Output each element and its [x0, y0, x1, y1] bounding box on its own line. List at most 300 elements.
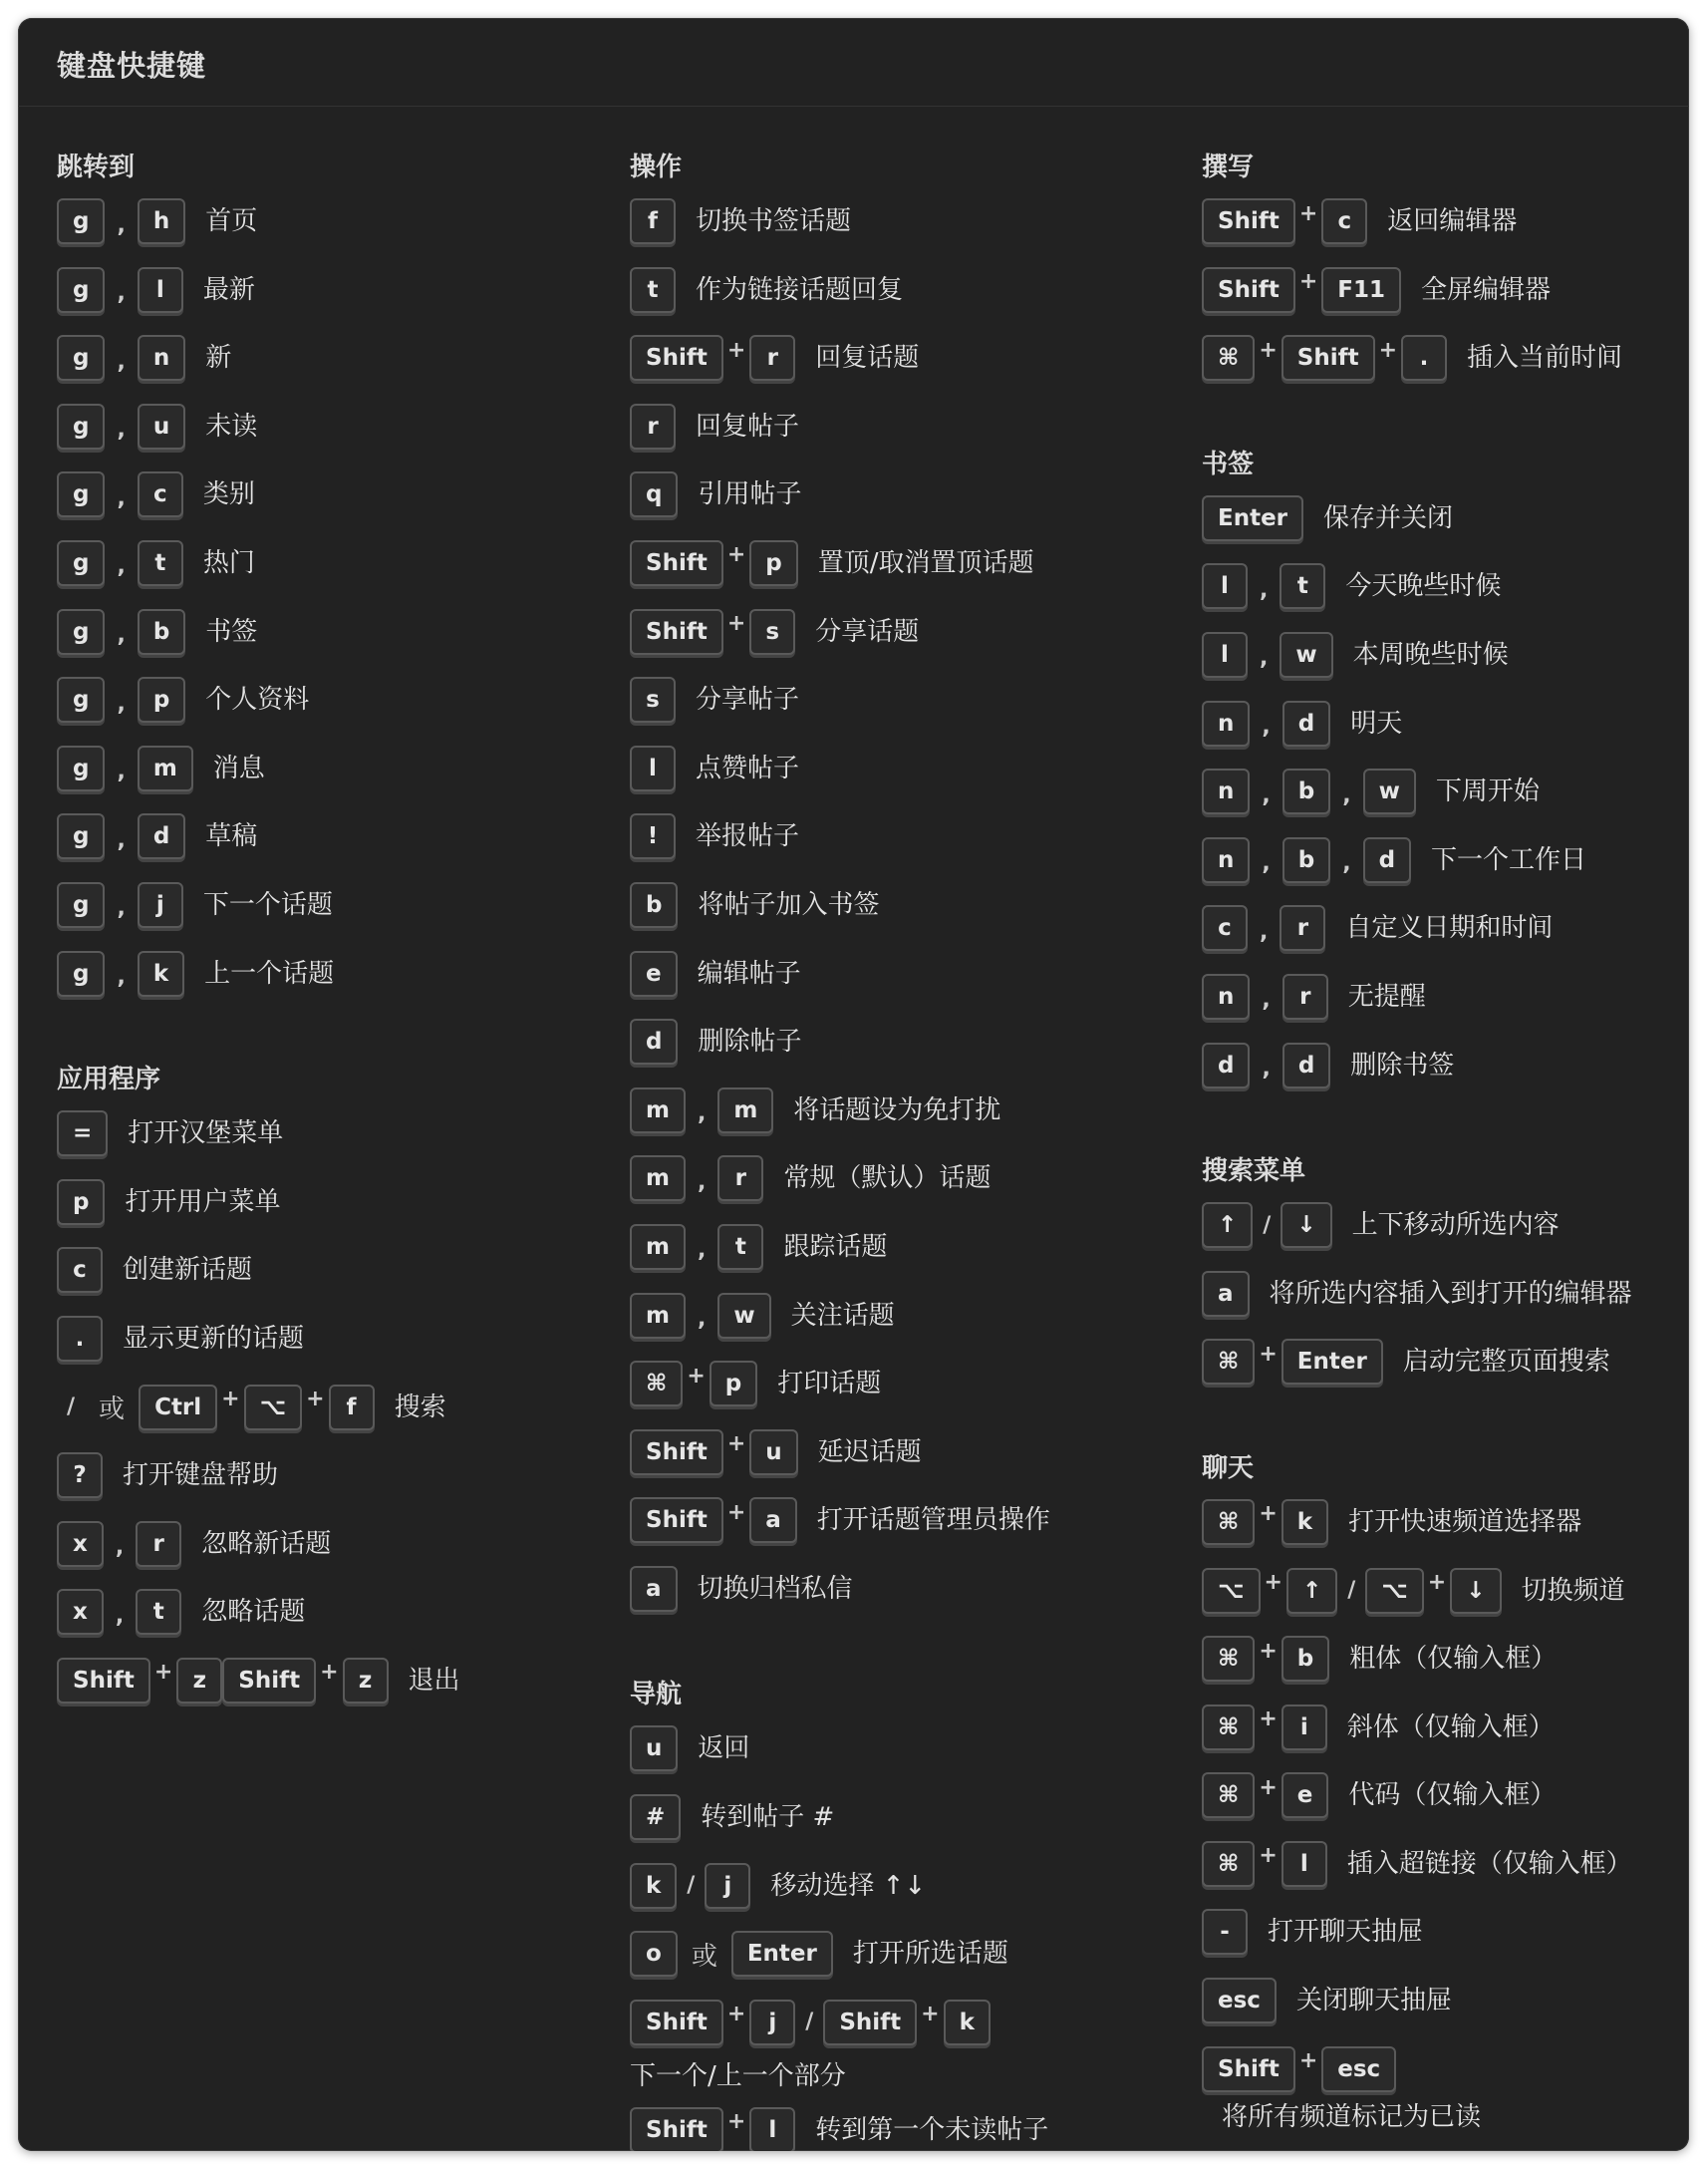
shortcut-description: 类别 — [202, 479, 255, 510]
key-combination — [57, 470, 183, 518]
key-cap: l — [138, 267, 183, 313]
key-cap: g — [57, 404, 105, 450]
shortcut-row — [1202, 1635, 1670, 1704]
shortcut-row — [630, 2106, 1188, 2151]
shortcut-row — [57, 403, 615, 471]
key-cap: g — [57, 609, 105, 655]
key-cap: Shift — [630, 1497, 723, 1543]
shortcut-description: 首页 — [205, 206, 258, 236]
key-combination — [57, 539, 183, 587]
shortcut-description: 个人资料 — [205, 685, 310, 716]
key-cap: esc — [1202, 1978, 1277, 2023]
shortcut-group — [1202, 447, 1670, 1109]
key-separator: , — [117, 212, 126, 238]
key-cap: j — [749, 2000, 795, 2045]
key-combination — [1202, 1977, 1277, 2024]
group-title: 导航 — [630, 1680, 683, 1710]
key-combination — [1202, 836, 1411, 884]
key-cap: r — [717, 1155, 763, 1201]
key-cap: u — [749, 1429, 797, 1475]
key-combination — [630, 1154, 763, 1202]
key-separator: , — [697, 1238, 707, 1264]
key-cap: m — [630, 1155, 686, 1201]
key-separator: / — [805, 2010, 814, 2035]
shortcut-description: 转到帖子 # — [701, 1802, 835, 1833]
key-cap: a — [749, 1497, 797, 1543]
shortcut-row — [57, 608, 615, 677]
shortcut-row — [1202, 1908, 1670, 1977]
key-separator: , — [1342, 782, 1351, 808]
group-title: 撰写 — [1202, 153, 1255, 182]
shortcut-description: 显示更新的话题 — [123, 1323, 305, 1354]
key-separator: + — [726, 2002, 746, 2027]
shortcut-group — [1202, 1450, 1670, 2132]
key-cap: k — [138, 951, 184, 997]
shortcut-description: 打开聊天抽屉 — [1268, 1917, 1424, 1948]
key-combination — [630, 2106, 795, 2151]
shortcut-group — [57, 150, 615, 1018]
shortcut-description: 常规（默认）话题 — [783, 1163, 992, 1194]
shortcut-description: 点赞帖子 — [696, 753, 800, 783]
shortcut-row — [57, 334, 615, 403]
shortcut-row — [1202, 768, 1670, 836]
key-combination — [1202, 1635, 1329, 1683]
shortcut-row — [1202, 1567, 1670, 1636]
shortcut-row — [1202, 836, 1670, 905]
key-combination — [1202, 1771, 1328, 1819]
key-cap: . — [1401, 335, 1447, 381]
key-separator: + — [221, 1387, 240, 1411]
shortcut-row — [630, 812, 1188, 881]
key-cap: r — [1280, 905, 1325, 951]
shortcut-row — [630, 1292, 1188, 1361]
key-combination — [630, 608, 795, 656]
key-separator: , — [1342, 851, 1351, 877]
shortcut-description: 引用帖子 — [698, 479, 802, 510]
key-cap: l — [630, 746, 676, 791]
key-separator: , — [1262, 782, 1271, 808]
shortcut-row — [57, 676, 615, 745]
key-cap: ⌥ — [244, 1385, 303, 1430]
key-cap: ⌘ — [1202, 1704, 1255, 1750]
shortcut-description: 置顶/取消置顶话题 — [817, 547, 1034, 578]
key-cap: Shift — [630, 1429, 723, 1475]
shortcut-row — [57, 745, 615, 813]
key-cap: ! — [630, 813, 676, 859]
key-combination — [630, 881, 678, 929]
key-cap: . — [57, 1316, 103, 1362]
key-combination — [1202, 1908, 1248, 1956]
key-separator: + — [306, 1387, 325, 1411]
key-cap: ⌥ — [1365, 1568, 1424, 1614]
key-cap: l — [1202, 563, 1248, 609]
key-cap: k — [1281, 1499, 1328, 1545]
key-combination — [1202, 266, 1401, 314]
shortcut-description: 切换归档私信 — [697, 1573, 853, 1604]
key-separator: + — [320, 1660, 339, 1686]
key-combination — [57, 1178, 105, 1226]
key-combination — [1202, 1704, 1327, 1751]
column-1 — [57, 106, 615, 1724]
shortcut-row — [1202, 1840, 1670, 1909]
key-separator: + — [726, 542, 746, 568]
shortcut-row — [630, 266, 1188, 335]
key-combination — [630, 1086, 773, 1134]
key-cap: i — [1281, 1704, 1327, 1750]
key-cap: r — [136, 1521, 181, 1567]
key-cap: d — [1282, 1043, 1330, 1088]
group-title: 跳转到 — [57, 153, 136, 182]
key-combination — [1202, 631, 1333, 679]
key-combination — [57, 812, 185, 860]
shortcut-row — [630, 950, 1188, 1019]
dialog-title: 键盘快捷键 — [57, 49, 207, 83]
key-combination — [57, 334, 185, 382]
column-3 — [1202, 106, 1670, 2132]
shortcut-description: 今天晚些时候 — [1345, 571, 1502, 602]
key-cap: m — [138, 746, 193, 791]
shortcut-description: 回复帖子 — [696, 411, 800, 442]
shortcut-row — [57, 1109, 615, 1178]
key-combination — [1202, 1567, 1502, 1615]
key-cap: n — [1202, 974, 1250, 1020]
shortcut-description: 作为链接话题回复 — [696, 274, 904, 305]
shortcut-description: 明天 — [1350, 708, 1403, 739]
key-cap: m — [630, 1293, 686, 1339]
shortcut-description: 创建新话题 — [123, 1255, 253, 1286]
key-separator: , — [117, 418, 126, 444]
shortcut-group — [57, 1062, 615, 1724]
key-combination — [1202, 2045, 1396, 2093]
group-title: 搜索菜单 — [1202, 1156, 1306, 1187]
key-cap: k — [630, 1863, 677, 1909]
key-combination — [1202, 973, 1328, 1021]
shortcut-row — [57, 266, 615, 335]
key-separator: + — [1259, 337, 1278, 363]
key-combination — [1202, 1338, 1383, 1386]
shortcut-description: 热门 — [202, 547, 255, 578]
key-combination — [1202, 700, 1330, 748]
key-cap: ⌘ — [1202, 1636, 1255, 1682]
key-cap: o — [630, 1931, 678, 1977]
shortcut-row — [630, 1999, 1188, 2106]
key-cap: g — [57, 335, 105, 381]
key-cap: Shift — [630, 540, 723, 586]
shortcut-description: 代码（仅输入框） — [1348, 1780, 1557, 1811]
key-separator: + — [1259, 1706, 1278, 1732]
shortcut-description: 延迟话题 — [817, 1436, 922, 1467]
shortcut-row — [630, 1724, 1188, 1793]
shortcut-description: 将所选内容插入到打开的编辑器 — [1269, 1278, 1632, 1309]
key-combination — [630, 197, 676, 245]
shortcut-description: 下一个话题 — [202, 889, 333, 920]
shortcut-row — [630, 1154, 1188, 1223]
key-combination — [57, 745, 193, 792]
key-cap: g — [57, 471, 105, 517]
shortcut-row — [1202, 2045, 1670, 2132]
group-title: 书签 — [1202, 449, 1255, 479]
key-separator: , — [697, 1169, 707, 1195]
shortcut-row — [1202, 334, 1670, 403]
key-cap: h — [138, 198, 185, 244]
key-combination — [630, 470, 678, 518]
shortcut-description: 返回 — [698, 1733, 750, 1764]
shortcut-row — [57, 539, 615, 608]
key-separator: , — [1260, 919, 1269, 945]
key-cap: b — [1281, 1636, 1329, 1682]
key-combination — [630, 1496, 797, 1544]
key-cap: ↓ — [1281, 1202, 1331, 1248]
column-2 — [630, 106, 1188, 2151]
key-separator: + — [1298, 200, 1318, 226]
key-separator: / — [687, 1873, 696, 1899]
shortcut-row — [1202, 197, 1670, 266]
key-combination — [1202, 1201, 1332, 1249]
shortcut-description: 返回编辑器 — [1387, 206, 1518, 236]
key-separator: 或 — [691, 1941, 717, 1972]
shortcut-description: 下一个/上一个部分 — [630, 2060, 846, 2091]
key-cap: g — [57, 677, 105, 723]
key-combination — [630, 1292, 771, 1340]
group-title: 操作 — [630, 153, 683, 182]
key-combination — [57, 1451, 103, 1499]
key-combination — [1202, 1270, 1250, 1318]
shortcut-row — [630, 197, 1188, 266]
shortcut-description: 打开所选话题 — [852, 1939, 1008, 1970]
key-combination — [630, 1999, 991, 2046]
shortcut-description: 分享话题 — [815, 616, 920, 647]
key-cap: Shift — [630, 2107, 723, 2151]
shortcut-row — [1202, 1704, 1670, 1772]
key-separator: + — [1264, 1570, 1282, 1595]
shortcut-description: 未读 — [205, 411, 258, 442]
key-separator: + — [1259, 1638, 1278, 1664]
key-cap: f — [329, 1385, 375, 1430]
shortcut-description: 搜索 — [394, 1392, 446, 1422]
key-separator: + — [153, 1660, 173, 1686]
shortcut-row — [630, 1018, 1188, 1086]
group-title: 聊天 — [1202, 1452, 1255, 1483]
key-cap: t — [717, 1224, 763, 1270]
key-cap: g — [57, 951, 105, 997]
shortcut-row — [1202, 631, 1670, 700]
key-cap: r — [749, 335, 795, 381]
key-separator: , — [117, 623, 126, 649]
key-combination — [630, 1223, 763, 1271]
shortcut-row — [630, 1496, 1188, 1565]
key-cap: ⌘ — [1202, 1339, 1255, 1385]
key-cap: b — [138, 609, 185, 655]
shortcut-row — [57, 1451, 615, 1520]
key-separator: , — [115, 1603, 125, 1629]
shortcut-description: 斜体（仅输入框） — [1346, 1711, 1555, 1742]
key-cap: Shift — [630, 2000, 723, 2045]
key-combination — [57, 676, 185, 724]
shortcut-row — [1202, 1270, 1670, 1339]
shortcut-description: 关闭聊天抽屉 — [1295, 1986, 1452, 2016]
shortcut-row — [1202, 700, 1670, 769]
shortcut-description: 本周晚些时候 — [1352, 639, 1509, 670]
key-combination — [57, 1315, 103, 1363]
key-cap: r — [630, 404, 676, 450]
key-cap: w — [1280, 632, 1332, 678]
shortcut-row — [630, 1565, 1188, 1634]
shortcut-description: 启动完整页面搜索 — [1402, 1347, 1610, 1378]
key-cap: ⌥ — [1202, 1568, 1261, 1614]
shortcut-description: 转到第一个未读帖子 — [815, 2114, 1049, 2145]
group-title: 应用程序 — [57, 1065, 161, 1095]
key-combination — [630, 812, 676, 860]
key-combination — [1202, 904, 1325, 952]
key-cap: s — [630, 677, 676, 723]
shortcut-description: 将帖子加入书签 — [698, 889, 880, 920]
shortcut-description: 下一个工作日 — [1431, 844, 1587, 875]
key-separator: , — [1262, 715, 1271, 741]
key-cap: n — [1202, 837, 1250, 883]
key-combination — [1202, 494, 1303, 542]
shortcut-description: 关注话题 — [790, 1300, 895, 1331]
shortcut-row — [57, 1657, 615, 1725]
key-combination — [630, 1360, 757, 1407]
key-cap: Shift — [57, 1658, 150, 1704]
key-separator: / — [1347, 1578, 1356, 1603]
shortcut-description: 插入当前时间 — [1467, 343, 1623, 374]
shortcut-description: 打开快速频道选择器 — [1348, 1506, 1582, 1537]
shortcut-row — [57, 881, 615, 950]
key-cap: t — [136, 1589, 181, 1635]
key-combination — [57, 881, 183, 929]
key-cap: p — [710, 1361, 757, 1406]
key-separator: , — [1262, 1057, 1271, 1083]
shortcut-description: 打开用户菜单 — [125, 1186, 281, 1217]
shortcut-row — [630, 1793, 1188, 1862]
shortcut-row — [57, 950, 615, 1019]
shortcut-row — [1202, 1771, 1670, 1840]
shortcut-description: 无提醒 — [1347, 981, 1426, 1012]
shortcut-row — [1202, 973, 1670, 1042]
key-cap: g — [57, 267, 105, 313]
key-cap: ↑ — [1202, 1202, 1253, 1248]
key-cap: ⌘ — [630, 1361, 683, 1406]
shortcut-group — [630, 1677, 1188, 2151]
shortcut-description: 全屏编辑器 — [1420, 274, 1551, 305]
shortcut-description: 自定义日期和时间 — [1345, 913, 1554, 944]
shortcut-description: 新 — [205, 343, 232, 374]
shortcut-row — [1202, 1498, 1670, 1567]
key-separator: / — [67, 1394, 76, 1419]
key-combination — [630, 334, 795, 382]
key-separator: / — [1263, 1212, 1272, 1238]
key-combination — [57, 1657, 389, 1704]
shortcut-description: 插入超链接（仅输入框） — [1346, 1848, 1632, 1879]
key-cap: g — [57, 882, 105, 928]
key-combination — [630, 1724, 678, 1772]
key-cap: t — [138, 540, 183, 586]
key-cap: x — [57, 1589, 104, 1635]
key-combination — [1202, 1840, 1327, 1888]
key-separator: + — [1298, 2048, 1318, 2074]
shortcut-row — [57, 197, 615, 266]
shortcut-row — [1202, 562, 1670, 631]
key-separator: , — [117, 485, 126, 511]
key-cap: n — [1202, 701, 1250, 747]
shortcut-row — [1202, 1338, 1670, 1406]
key-cap: l — [749, 2107, 795, 2151]
key-combination — [57, 403, 185, 451]
key-separator: , — [117, 965, 126, 991]
shortcut-description: 切换书签话题 — [696, 206, 852, 236]
key-cap: u — [630, 1725, 678, 1771]
key-cap: a — [630, 1566, 678, 1612]
shortcut-row — [57, 1520, 615, 1589]
shortcut-row — [1202, 494, 1670, 563]
shortcut-description: 删除书签 — [1350, 1050, 1455, 1081]
shortcut-description: 打印话题 — [777, 1369, 882, 1399]
key-cap: l — [1281, 1841, 1327, 1887]
shortcut-description: 回复话题 — [815, 343, 920, 374]
key-cap: z — [343, 1658, 389, 1704]
key-cap: e — [630, 951, 678, 997]
shortcut-description: 分享帖子 — [696, 685, 800, 716]
key-combination — [630, 1930, 833, 1978]
key-cap: Enter — [1281, 1339, 1383, 1385]
shortcut-row — [630, 1223, 1188, 1292]
key-cap: z — [176, 1658, 222, 1704]
key-separator: + — [726, 337, 746, 363]
key-combination — [630, 1793, 681, 1841]
shortcut-description: 忽略话题 — [201, 1597, 306, 1628]
key-separator: , — [117, 554, 126, 580]
key-cap: d — [138, 813, 185, 859]
key-cap: m — [717, 1087, 773, 1133]
key-cap: F11 — [1321, 267, 1401, 313]
key-cap: w — [1363, 769, 1416, 814]
shortcut-row — [630, 403, 1188, 471]
shortcut-description: 草稿 — [205, 821, 258, 852]
key-cap: r — [1282, 974, 1328, 1020]
shortcut-description: 下周开始 — [1435, 776, 1540, 807]
key-combination — [1202, 197, 1367, 245]
shortcut-description: 举报帖子 — [696, 821, 800, 852]
key-cap: # — [630, 1794, 681, 1840]
key-cap: e — [1281, 1772, 1329, 1818]
key-cap: d — [1282, 701, 1330, 747]
shortcut-row — [630, 1360, 1188, 1428]
key-cap: b — [1282, 837, 1330, 883]
shortcut-row — [57, 1246, 615, 1315]
key-cap: m — [630, 1224, 686, 1270]
key-cap: j — [138, 882, 183, 928]
key-separator: , — [1262, 988, 1271, 1014]
key-cap: - — [1202, 1909, 1248, 1955]
shortcut-row — [1202, 1201, 1670, 1270]
key-cap: d — [1202, 1043, 1250, 1088]
shortcut-description: 退出 — [408, 1665, 460, 1696]
key-cap: n — [138, 335, 185, 381]
key-combination — [57, 1588, 181, 1636]
key-separator: + — [1259, 1843, 1278, 1869]
shortcut-description: 上一个话题 — [204, 958, 335, 989]
key-separator: + — [921, 2002, 940, 2027]
key-combination — [57, 1520, 181, 1568]
key-cap: c — [1202, 905, 1248, 951]
shortcut-description: 跟踪话题 — [783, 1231, 888, 1262]
key-cap: t — [1280, 563, 1325, 609]
key-cap: Shift — [1202, 267, 1295, 313]
key-cap: ↑ — [1286, 1568, 1337, 1614]
shortcut-group — [1202, 150, 1670, 403]
key-separator: + — [726, 1431, 746, 1457]
